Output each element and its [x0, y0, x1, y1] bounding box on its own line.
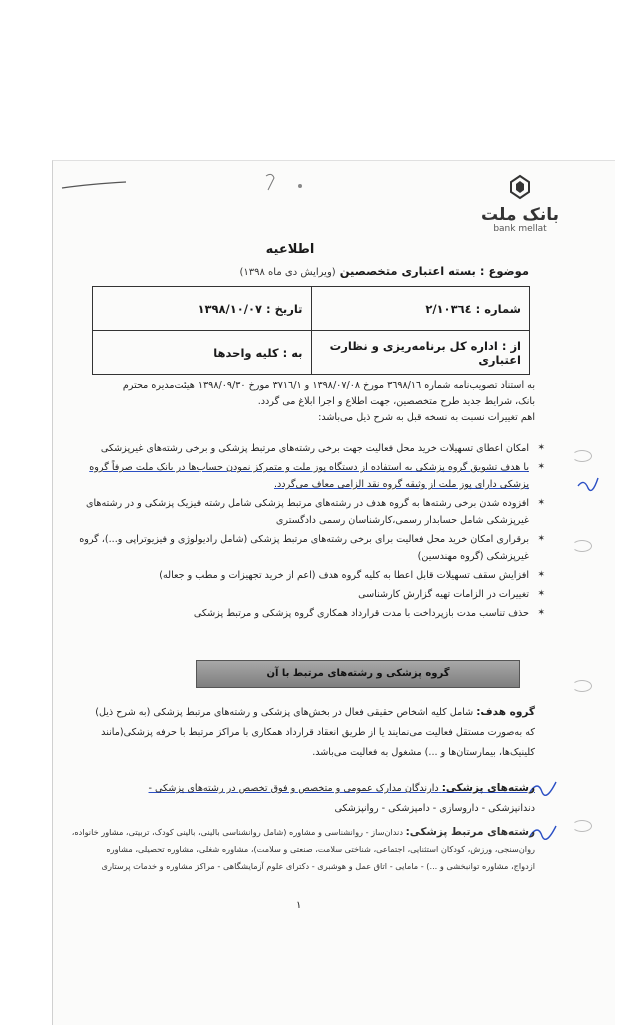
logo-name-en: bank mellat: [493, 224, 547, 234]
bank-mellat-logo-icon: [507, 174, 533, 200]
list-item: ✶ تغییرات در الزامات تهیه گزارش کارشناسی: [67, 586, 545, 603]
related-fields-label: رشته‌های مرتبط پزشکی:: [405, 826, 535, 838]
target-group-label: گروه هدف:: [476, 706, 535, 718]
pen-scribble: [262, 170, 312, 194]
list-item: ✶ افزایش سقف تسهیلات قابل اعطا به کلیه گروه هدف (اعم از خرید تجهیزات و مطب و جعاله): [67, 567, 545, 584]
subject-edition: (ویرایش دی ماه ۱۳۹۸): [239, 267, 336, 278]
related-fields-text: دندان‌ساز - روانشناسی و مشاوره (شامل روانشناسی بالینی، بالینی کودک، تربیتی، مشاور خانواده،: [71, 827, 403, 837]
letter-number: شماره : ۲/۱۰۳٦٤: [311, 287, 530, 331]
list-item: ✶ برقراری امکان خرید محل فعالیت برای برخی رشته‌های مرتبط پزشکی (شامل رادیولوژی و فیزیوتراپی و...)، گروه غیرپزشکی (گروه مهندسین): [67, 531, 545, 565]
punch-hole-mark: [572, 680, 592, 692]
target-group-text: کلینیک‌ها، بیمارستان‌ها و ...) مشغول به فعالیت می‌باشد.: [312, 747, 535, 758]
section-banner: گروه پزشکی و رشته‌های مرتبط با آن: [196, 660, 520, 688]
related-fields-paragraph: [67, 824, 535, 875]
pen-scribble: [60, 178, 130, 192]
medical-fields-paragraph: [73, 778, 535, 819]
subject-label: موضوع : بسته اعتباری متخصصین: [339, 264, 529, 278]
list-item: ✶ افزوده شدن برخی رشته‌ها به گروه هدف در رشته‌های مرتبط پزشکی شامل رشته فیزیک پزشکی و در رشته‌های غیرپزشکی شامل حسابدار رسمی،کارشناسان رسمی دادگستری: [67, 495, 545, 529]
list-item: ✶ حذف تناسب مدت بازپرداخت با مدت قرارداد همکاری گروه پزشکی و مرتبط پزشکی: [67, 605, 545, 622]
letter-date: تاریخ : ۱۳۹۸/۱۰/۰۷: [93, 287, 312, 331]
changes-list: [67, 440, 545, 624]
bank-logo: [475, 174, 565, 234]
intro-line: اهم تغییرات نسبت به نسخه قبل به شرح ذیل می‌باشد:: [318, 412, 535, 423]
target-group-paragraph: [73, 702, 535, 763]
list-item: ✶ امکان اعطای تسهیلات خرید محل فعالیت جهت برخی رشته‌های مرتبط پزشکی و برخی رشته‌های غیرپزشکی: [67, 440, 545, 457]
header-table: [92, 286, 530, 375]
intro-line: بانک، شرایط جدید طرح متخصصین، جهت اطلاع و اجرا ابلاغ می گردد.: [257, 396, 535, 407]
medical-fields-text: دندانپزشکی - داروسازی - دامپزشکی - روانپزشکی: [334, 803, 535, 814]
page-title: اطلاعیه: [265, 242, 315, 257]
intro-paragraph: [75, 378, 535, 426]
medical-fields-label: رشته‌های پزشکی:: [441, 782, 535, 794]
punch-hole-mark: [572, 450, 592, 462]
punch-hole-mark: [572, 820, 592, 832]
related-fields-text: ازدواج، مشاوره توانبخشی و ...) - مامایی - اتاق عمل و هوشبری - دکترای علوم آزمایشگاهی - مراکز مشاوره و خدمات پرستاری: [101, 861, 535, 871]
page-number: ۱: [296, 900, 302, 911]
pen-checkmark: [576, 474, 600, 496]
logo-name-fa: بانک ملت: [481, 205, 559, 225]
intro-line: به استناد تصویب‌نامه شماره ۳٦۹۸/۱٦ مورخ ۱۳۹۸/۰۷/۰۸ و ۳۷۱٦/۱ مورخ ۱۳۹۸/۰۹/۳۰ هیئت‌مدیره محترم: [122, 380, 535, 391]
related-fields-text: روان‌سنجی، ورزش، کودکان استثنایی، اجتماعی، شناختی سلامت، صنعتی و سلامت)، مشاوره شغلی، مشاوره تحصیلی، مشاوره: [106, 844, 535, 854]
list-item: ✶ با هدف تشویق گروه پزشکی به استفاده از دستگاه پوز ملت و متمرکز نمودن حساب‌ها در بانک ملت صرفاً گروه پزشکی دارای پوز ملت از وثیقه گروه نقد الزامی معاف می‌گردد.: [67, 459, 545, 493]
letter-to: به : کلیه واحدها: [93, 331, 312, 375]
medical-fields-text: دارندگان مدارک عمومی و متخصص و فوق تخصص در رشته‌های پزشکی -: [148, 783, 439, 794]
target-group-text: که به‌صورت مستقل فعالیت می‌نمایند یا از طریق انعقاد قرارداد همکاری با مراکز مرتبط با حرفه پزشکی(مانند: [101, 727, 535, 738]
letter-from: از : اداره کل برنامه‌ریزی و نظارت اعتباری: [311, 331, 530, 375]
punch-hole-mark: [572, 540, 592, 552]
subject-line: [189, 264, 529, 278]
target-group-text: شامل کلیه اشخاص حقیقی فعال در بخش‌های پزشکی و رشته‌های مرتبط پزشکی (به شرح ذیل): [95, 707, 474, 718]
